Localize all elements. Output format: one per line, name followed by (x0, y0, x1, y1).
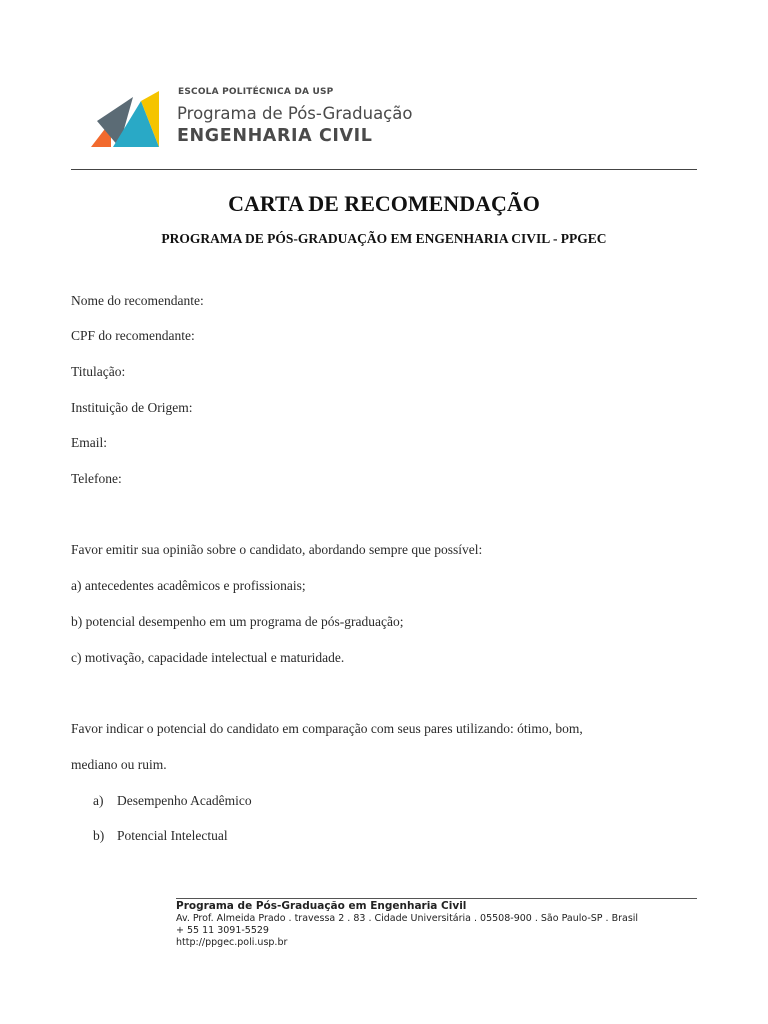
rating-intro-line-2: mediano ou ruim. (71, 757, 167, 772)
rating-item-label: Desempenho Acadêmico (117, 793, 252, 808)
document-subtitle: PROGRAMA DE PÓS-GRADUAÇÃO EM ENGENHARIA CIVIL - PPGEC (161, 231, 607, 246)
field-institution: Instituição de Origem: (71, 400, 193, 415)
rating-item-academic (93, 793, 252, 809)
header-logo (89, 86, 419, 152)
rating-item-label: Potencial Intelectual (117, 828, 228, 843)
logo-department-name: ENGENHARIA CIVIL (177, 126, 373, 146)
footer-address: Av. Prof. Almeida Prado . travessa 2 . 83 . Cidade Universitária . 05508-900 . São Paulo-SP . Brasil (176, 913, 639, 924)
rating-intro-line-1: Favor indicar o potencial do candidato em comparação com seus pares utilizando: ótimo, bom, (71, 721, 583, 736)
logo-program-name: Programa de Pós-Graduação (177, 104, 413, 123)
ppgec-logo-icon (89, 89, 161, 149)
header-divider (71, 169, 697, 170)
rating-item-marker: b) (93, 828, 105, 843)
field-email: Email: (71, 435, 107, 450)
footer-phone: + 55 11 3091-5529 (176, 925, 269, 936)
logo-school-name: ESCOLA POLITÉCNICA DA USP (178, 87, 334, 97)
footer-url: http://ppgec.poli.usp.br (176, 937, 288, 948)
opinion-item-a: a) antecedentes acadêmicos e profissionais; (71, 578, 306, 593)
opinion-item-c: c) motivação, capacidade intelectual e maturidade. (71, 650, 345, 665)
field-phone: Telefone: (71, 471, 122, 486)
opinion-item-b: b) potencial desempenho em um programa de pós-graduação; (71, 614, 404, 629)
document-title: CARTA DE RECOMENDAÇÃO (228, 191, 540, 216)
footer-org: Programa de Pós-Graduação em Engenharia Civil (176, 900, 467, 912)
opinion-intro: Favor emitir sua opinião sobre o candidato, abordando sempre que possível: (71, 542, 483, 557)
footer-divider (176, 898, 697, 899)
rating-item-marker: a) (93, 793, 104, 808)
field-recommender-name: Nome do recomendante: (71, 293, 204, 308)
rating-item-intellectual (93, 828, 228, 844)
field-recommender-cpf: CPF do recomendante: (71, 328, 195, 343)
field-degree: Titulação: (71, 364, 126, 379)
